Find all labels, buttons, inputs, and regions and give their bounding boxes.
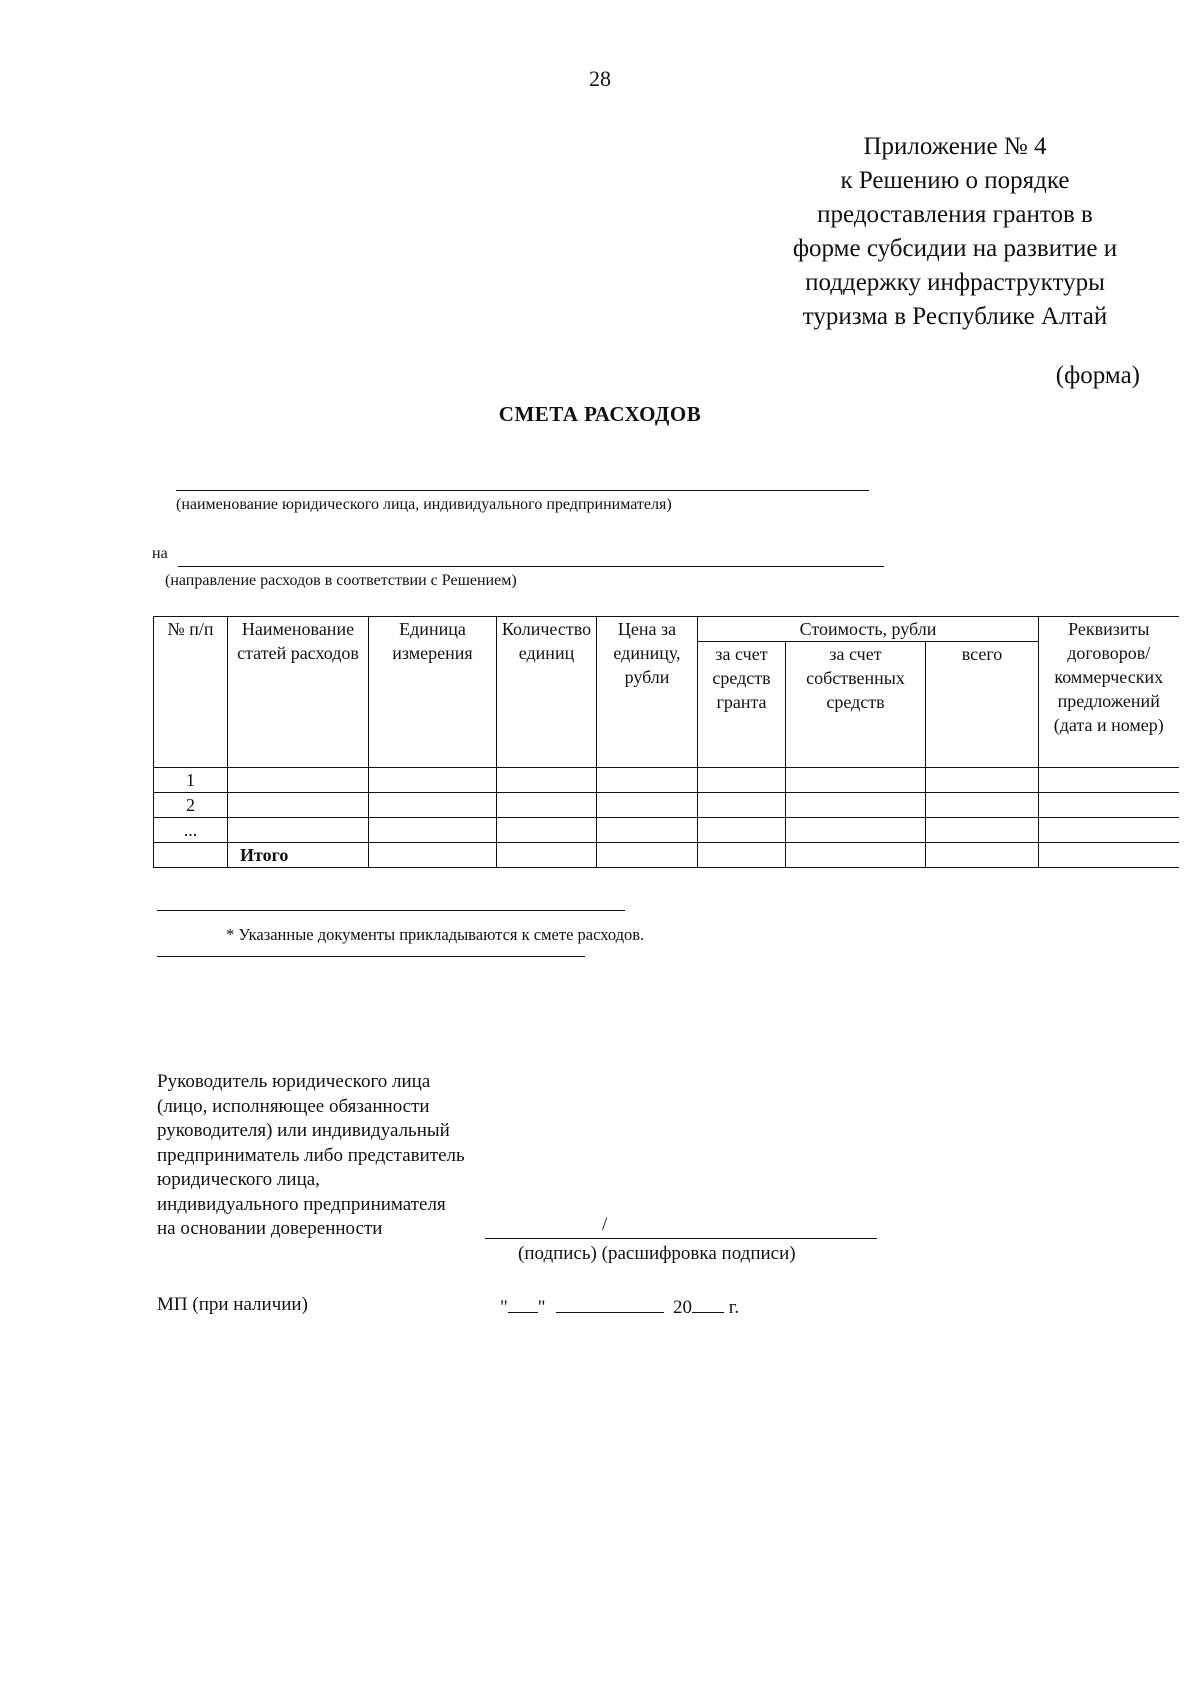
header-cost-total: всего <box>926 642 1039 768</box>
appendix-block <box>720 130 1190 334</box>
date-day-blank <box>508 1294 538 1313</box>
signer-line: Руководитель юридического лица <box>157 1071 431 1092</box>
signer-block <box>157 1070 465 1242</box>
header-item-name: Наименование статей расходов <box>228 617 369 768</box>
header-quantity: Количество единиц <box>497 617 597 768</box>
footnote-separator <box>157 910 625 911</box>
signer-line: юридического лица, <box>157 1169 320 1190</box>
footnote: * Указанные документы прикладываются к смете расходов. <box>226 925 645 944</box>
appendix-line: поддержку инфраструктуры <box>805 269 1105 296</box>
signer-line: (лицо, исполняющее обязанности <box>157 1095 430 1117</box>
header-requisites: Реквизиты договоров/коммерческих предложений (дата и номер) <box>1039 617 1179 768</box>
entity-name-line <box>176 490 869 491</box>
header-cost-own: за счет собственных средств <box>786 642 926 768</box>
signer-line: предприниматель либо представитель <box>157 1144 465 1166</box>
date-year-suffix: г. <box>728 1297 740 1318</box>
row-number: 1 <box>154 768 228 793</box>
appendix-line: форме субсидии на развитие и <box>792 235 1118 262</box>
footnote-underline <box>157 956 585 957</box>
form-label: (форма) <box>1055 362 1140 389</box>
direction-line <box>178 566 884 567</box>
date-month-blank <box>556 1294 664 1313</box>
appendix-line: Приложение № 4 <box>863 133 1047 160</box>
estimate-table <box>153 616 1179 868</box>
row-number: 2 <box>154 793 228 818</box>
header-number: № п/п <box>154 617 228 768</box>
row-total-label: Итого <box>228 843 369 868</box>
stamp-label: МП (при наличии) <box>157 1294 308 1315</box>
header-cost-grant: за счет средств гранта <box>698 642 786 768</box>
table-row <box>154 768 1179 793</box>
row-item-name <box>228 818 369 843</box>
table-row <box>154 793 1179 818</box>
signer-line: руководителя) или индивидуальный <box>157 1120 450 1141</box>
date-year-prefix: 20 <box>673 1297 693 1318</box>
signature-slash: / <box>602 1214 608 1235</box>
document-title: СМЕТА РАСХОДОВ <box>498 402 702 426</box>
signer-line: индивидуального предпринимателя <box>157 1193 446 1215</box>
header-unit-price: Цена за единицу, рубли <box>597 617 698 768</box>
direction-caption: (направление расходов в соответствии с Решением) <box>165 572 517 589</box>
date-year-blank <box>692 1294 724 1313</box>
na-label: на <box>152 545 168 562</box>
signature-line <box>485 1238 877 1239</box>
row-item-name <box>228 793 369 818</box>
entity-caption: (наименование юридического лица, индивидуального предпринимателя) <box>176 496 672 513</box>
appendix-line: предоставления грантов в <box>817 201 1093 228</box>
signer-line: на основании доверенности <box>157 1218 383 1239</box>
date-close-quote: " <box>537 1297 546 1318</box>
table-row <box>154 818 1179 843</box>
header-unit: Единица измерения <box>369 617 497 768</box>
table-row-total <box>154 843 1179 868</box>
appendix-line: туризма в Республике Алтай <box>802 303 1108 330</box>
row-item-name <box>228 768 369 793</box>
date-line <box>500 1294 739 1319</box>
row-number <box>154 843 228 868</box>
date-open-quote: " <box>500 1297 508 1318</box>
signature-caption: (подпись) (расшифровка подписи) <box>518 1243 796 1264</box>
row-number: ... <box>154 818 228 843</box>
header-cost: Стоимость, рубли <box>698 617 1039 642</box>
page-number: 28 <box>589 66 611 91</box>
appendix-line: к Решению о порядке <box>840 167 1070 194</box>
